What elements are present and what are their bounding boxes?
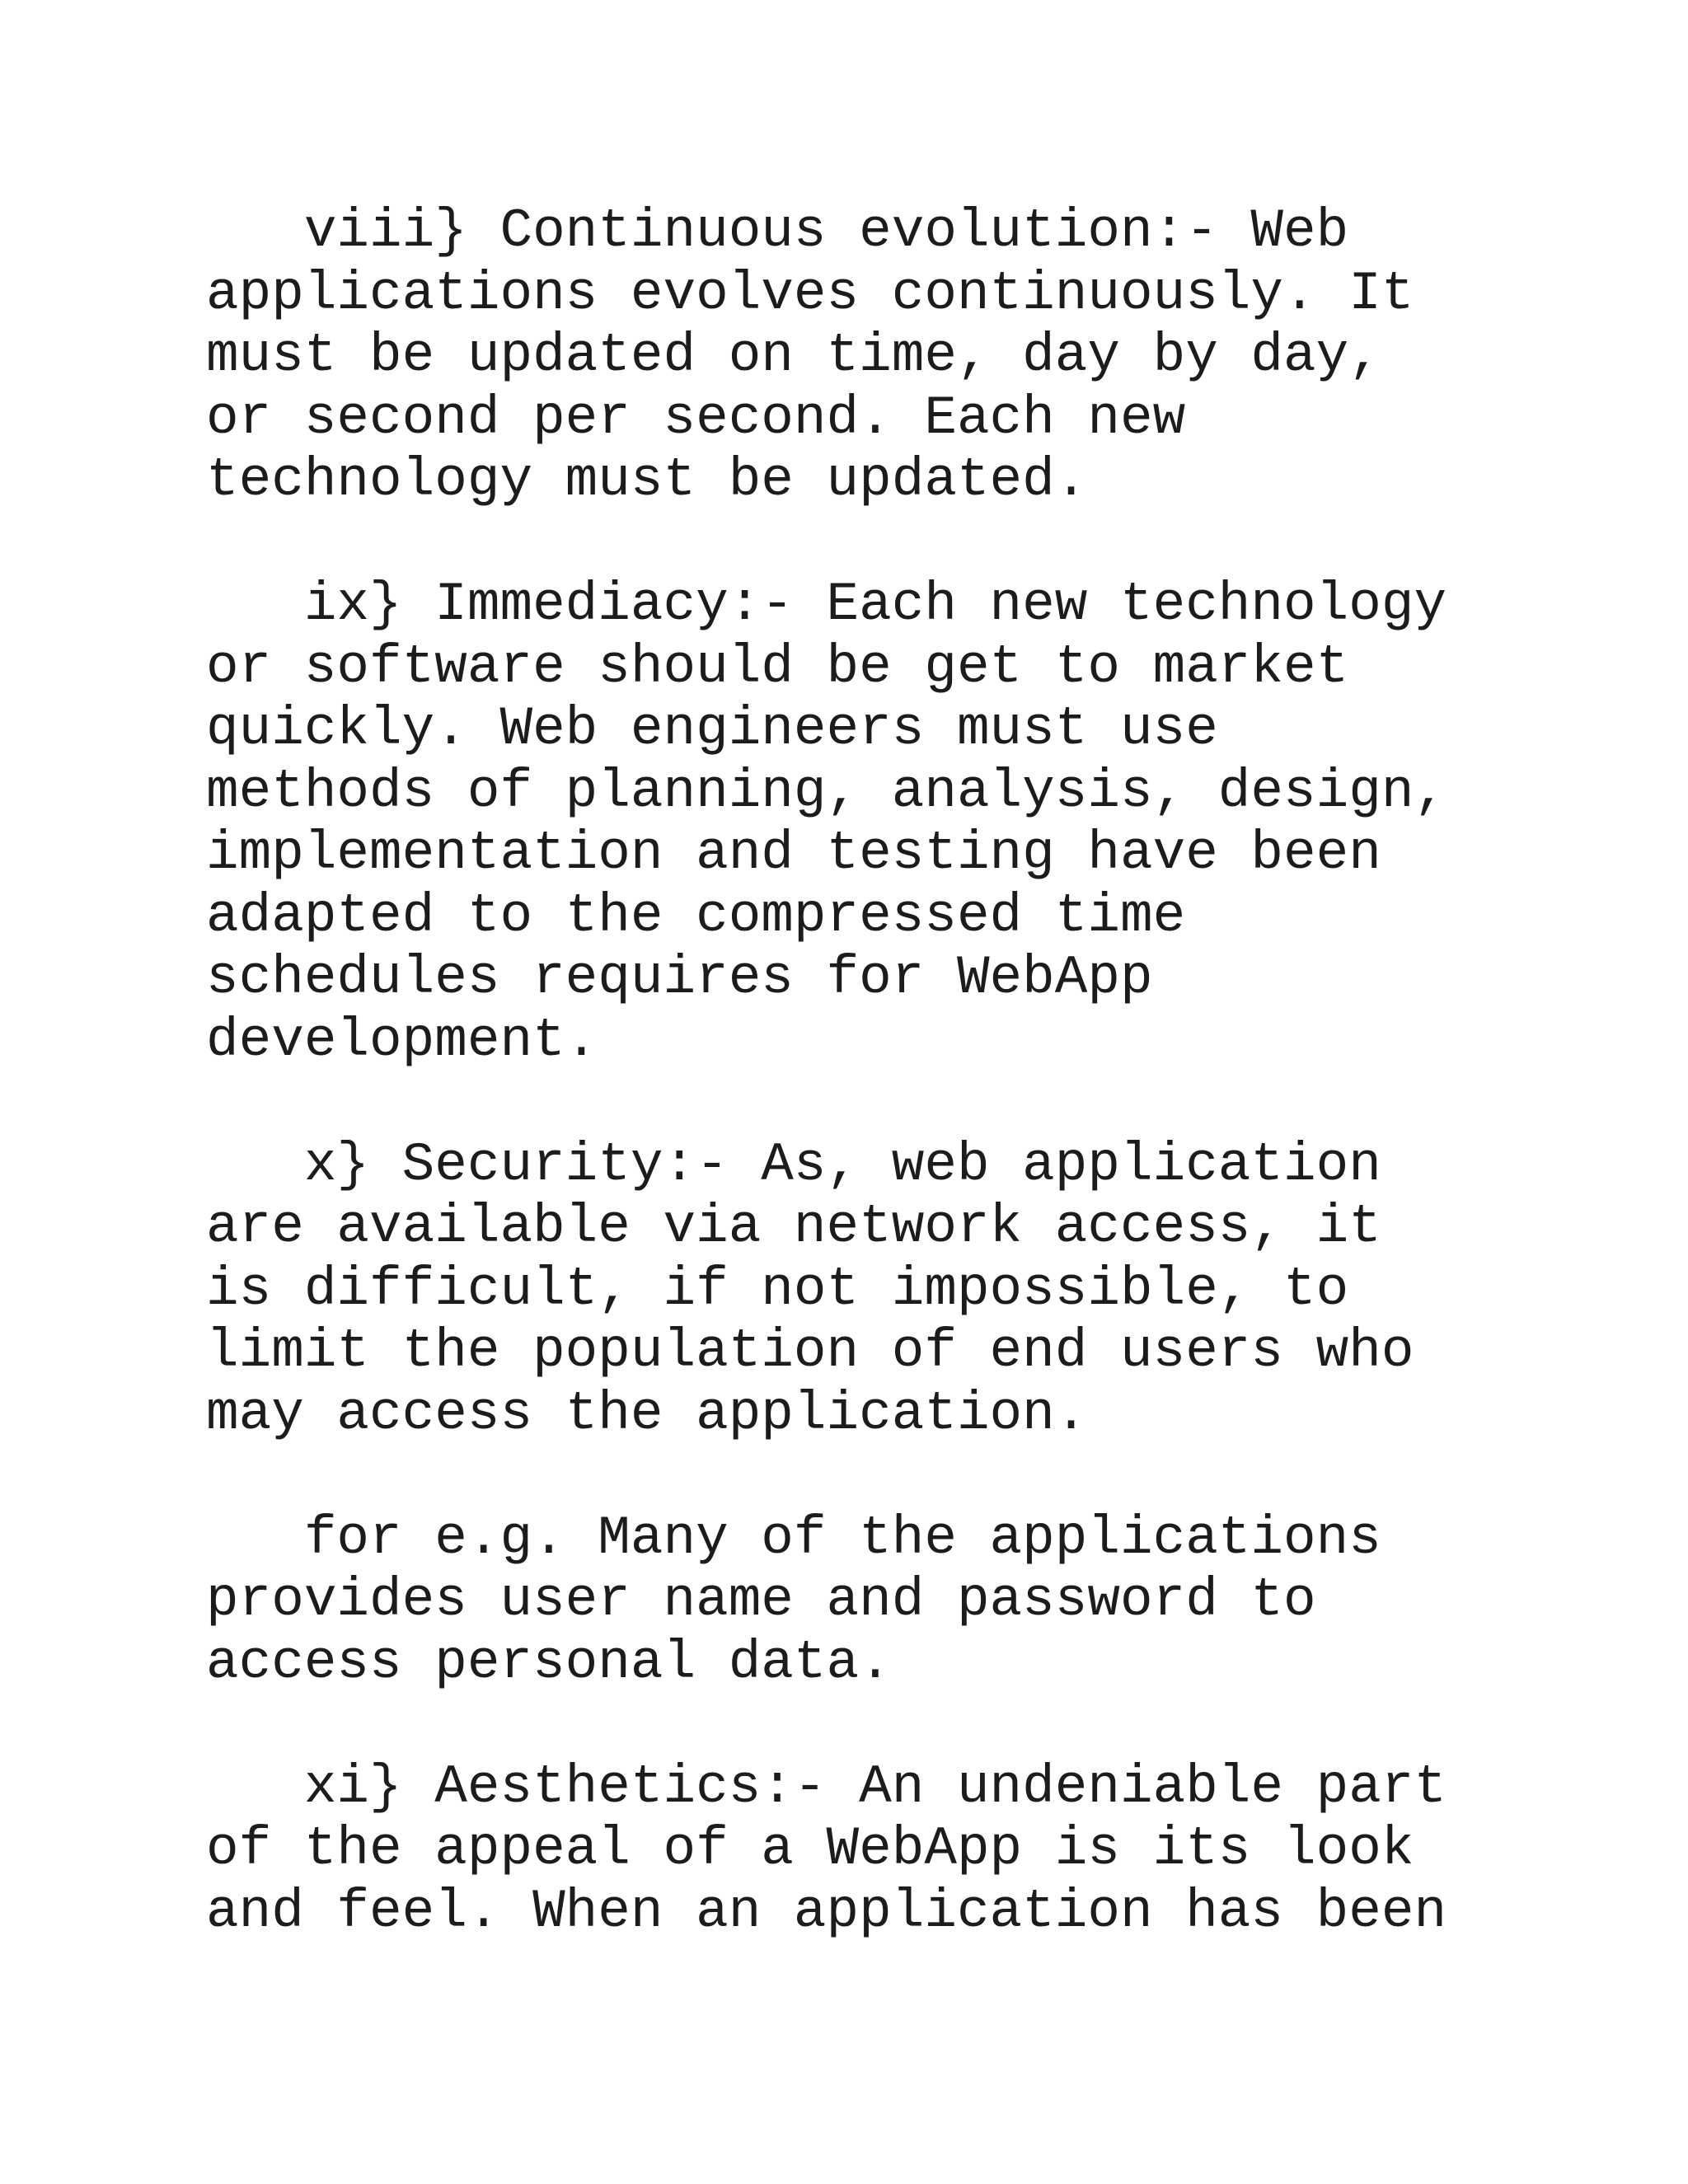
- paragraph-immediacy: [206, 574, 1492, 1071]
- paragraph-spacer: [206, 512, 1492, 574]
- paragraph-line: and feel. When an application has been: [206, 1880, 1447, 1943]
- paragraph-line: x} Security:- As, web application: [206, 1133, 1381, 1196]
- paragraph-security: [206, 1134, 1492, 1446]
- paragraph-line: schedules requires for WebApp: [206, 947, 1153, 1009]
- paragraph-security-example: [206, 1507, 1492, 1694]
- paragraph-line: may access the application.: [206, 1382, 1088, 1445]
- paragraph-line: applications evolves continuously. It: [206, 262, 1414, 325]
- paragraph-line: development.: [206, 1009, 598, 1071]
- paragraph-line: viii} Continuous evolution:- Web: [206, 200, 1349, 262]
- paragraph-line: methods of planning, analysis, design,: [206, 760, 1447, 823]
- paragraph-spacer: [206, 1071, 1492, 1134]
- paragraph-line: adapted to the compressed time: [206, 884, 1186, 947]
- paragraph-line: limit the population of end users who: [206, 1320, 1414, 1382]
- paragraph-aesthetics: [206, 1756, 1492, 1943]
- paragraph-line: access personal data.: [206, 1631, 892, 1694]
- paragraph-line: for e.g. Many of the applications: [206, 1507, 1381, 1569]
- paragraph-line: provides user name and password to: [206, 1569, 1316, 1631]
- paragraph-line: or software should be get to market: [206, 635, 1349, 698]
- paragraph-line: are available via network access, it: [206, 1196, 1381, 1258]
- paragraph-spacer: [206, 1445, 1492, 1507]
- paragraph-continuous-evolution: [206, 200, 1492, 512]
- paragraph-line: is difficult, if not impossible, to: [206, 1258, 1349, 1320]
- paragraph-line: or second per second. Each new: [206, 387, 1186, 449]
- paragraph-line: quickly. Web engineers must use: [206, 698, 1218, 760]
- paragraph-line: technology must be updated.: [206, 449, 1088, 511]
- paragraph-line: xi} Aesthetics:- An undeniable part: [206, 1755, 1447, 1818]
- paragraph-line: must be updated on time, day by day,: [206, 325, 1381, 387]
- document-body: [206, 200, 1492, 1943]
- paragraph-line: implementation and testing have been: [206, 823, 1381, 884]
- paragraph-line: ix} Immediacy:- Each new technology: [206, 574, 1447, 635]
- paragraph-line: of the appeal of a WebApp is its look: [206, 1818, 1414, 1880]
- paragraph-spacer: [206, 1694, 1492, 1756]
